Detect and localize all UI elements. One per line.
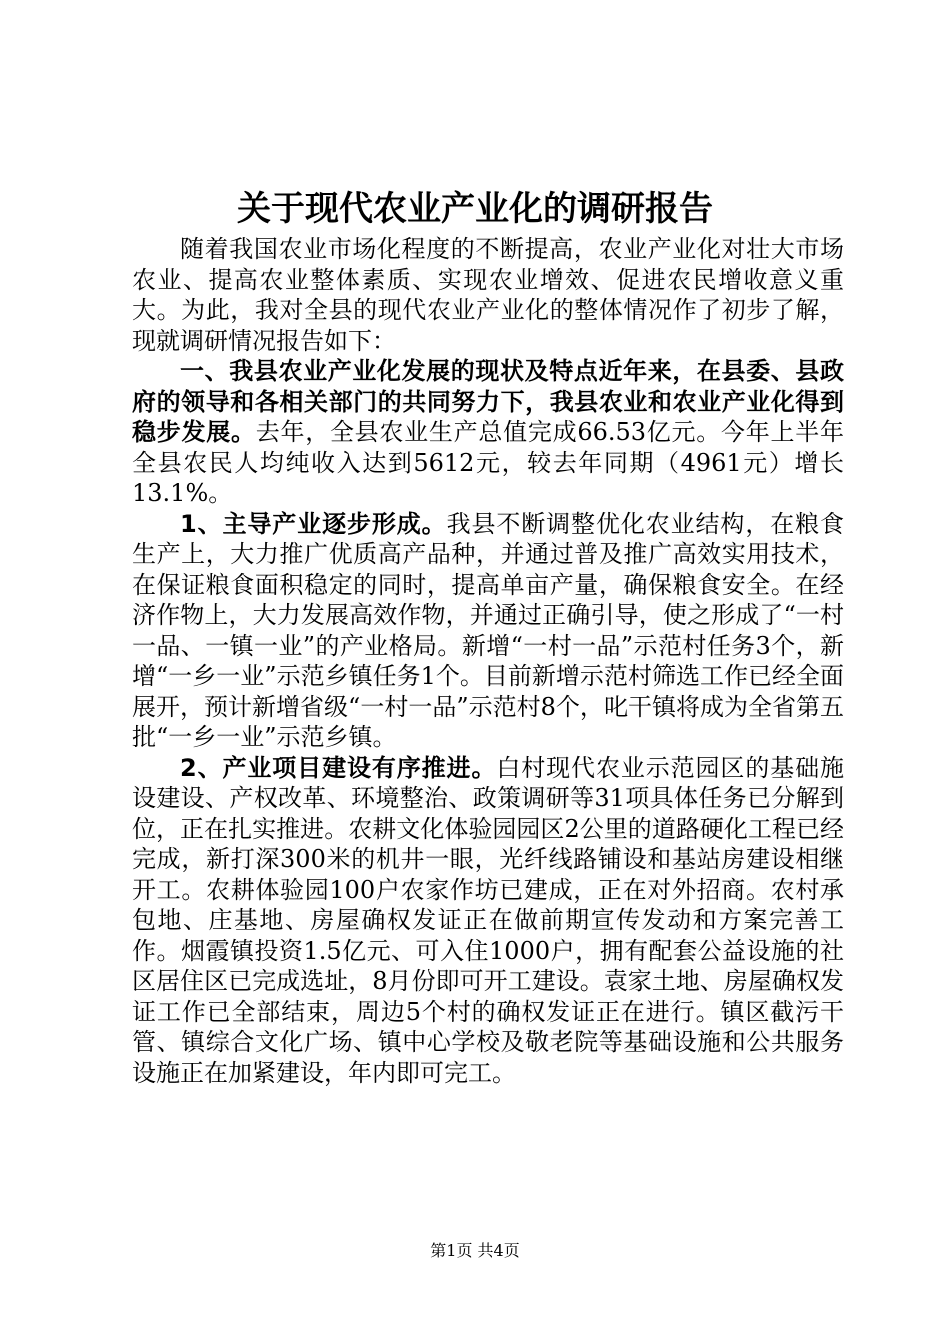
- section-one-paragraph: [132, 356, 844, 509]
- paragraph-text: 白村现代农业示范园区的基础施设建设、产权改革、环境整治、政策调研等31项具体任务已分解到位，正在扎实推进。农耕文化体验园园区2公里的道路硬化工程已经完成，新打深300米的机井一眼，光纤线路铺设和基站房建设相继开工。农耕体验园100户农家作坊已建成，正在对外招商。农村承包地、庄基地、房屋确权发证正在做前期宣传发动和方案完善工作。烟霞镇投资1.5亿元、可入住1000户，拥有配套公益设施的社区居住区已完成选址，8月份即可开工建设。袁家土地、房屋确权发证工作已全部结束，周边5个村的确权发证正在进行。镇区截污干管、镇综合文化广场、镇中心学校及敬老院等基础设施和公共服务设施正在加紧建设，年内即可完工。: [132, 753, 845, 1087]
- subsection-heading: 2、产业项目建设有序推进。: [180, 753, 497, 782]
- paragraph-text: 我县不断调整优化农业结构，在粮食生产上，大力推广优质高产品种，并通过普及推广高效实用技术，在保证粮食面积稳定的同时，提高单亩产量，确保粮食安全。在经济作物上，大力发展高效作物，并通过正确引导，使之形成了“一村一品、一镇一业”的产业格局。新增“一村一品”示范村任务3个，新增“一乡一业”示范乡镇任务1个。目前新增示范村筛选工作已经全面展开，预计新增省级“一村一品”示范村8个，叱干镇将成为全省第五批“一乡一业”示范乡镇。: [132, 509, 845, 751]
- page-footer: [0, 1240, 950, 1262]
- document-title: 关于现代农业产业化的调研报告: [237, 189, 713, 229]
- intro-paragraph: [132, 234, 844, 356]
- section-heading: 一、我县农业产业化发展的现状及特点近年来，在县委、县政府的领导和各相关部门的共同努力下，我县农业和农业产业化得到稳步发展。: [132, 357, 844, 446]
- total-pages: 共4页: [477, 1241, 520, 1260]
- subsection-heading: 1、主导产业逐步形成。: [180, 509, 447, 538]
- paragraph-text: 随着我国农业市场化程度的不断提高，农业产业化对壮大市场农业、提高农业整体素质、实现农业增效、促进农民增收意义重大。为此，我对全县的现代农业产业化的整体情况作了初步了解，现就调研情况报告如下：: [132, 235, 844, 355]
- document-body: [132, 234, 844, 1088]
- paragraph-text: 去年，全县农业生产总值完成66.53亿元。今年上半年全县农民人均纯收入达到5612元，较去年同期（4961元）增长13.1%。: [132, 418, 844, 507]
- subsection-two-paragraph: [132, 753, 844, 1089]
- page-number: 第1页: [430, 1241, 473, 1260]
- subsection-one-paragraph: [132, 509, 844, 753]
